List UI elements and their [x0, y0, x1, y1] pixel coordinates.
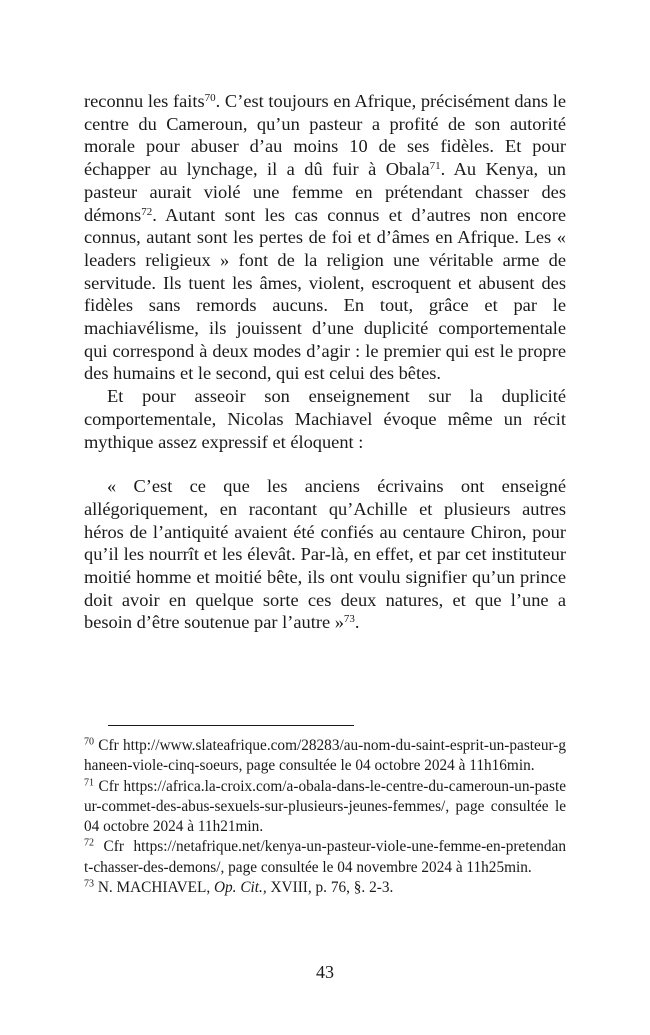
- footnote-ref-70[interactable]: 70: [204, 91, 216, 104]
- page-number: 43: [316, 962, 334, 982]
- footnote-link[interactable]: https://netafrique.net/kenya-un-pasteur-viole-une-femme-en-pretendant-chasser-des-demons/: [84, 838, 566, 876]
- footnote-72: $^{72}$ Cfr https://netafrique.net/kenya-un-pasteur-viole-une-femme-en-pretendant-chasser-des-demons/, page consultée le 04 novembre 2024 à 11h25min.: [84, 837, 566, 876]
- footnote-71: $^{71}$ Cfr https://africa.la-croix.com/a-obala-dans-le-centre-du-cameroun-un-pasteur-commet-des-abus-sexuels-sur-plusieurs-jeunes-femmes/, page consultée le 04 octobre 2024 à 11h21min.: [84, 777, 566, 836]
- paragraph-2: Et pour asseoir son enseignement sur la duplicité comportementale, Nicolas Machiavel évoque même un récit mythique assez expressif et éloquent :: [84, 386, 566, 452]
- footnote-70: $^{70}$ Cfr http://www.slateafrique.com/28283/au-nom-du-saint-esprit-un-pasteur-ghaneen-viole-cinq-soeurs, page consultée le 04 octobre 2024 à 11h16min.: [84, 736, 566, 775]
- block-quote: « C’est ce que les anciens écrivains ont enseigné allégoriquement, en racontant qu’Achille et plusieurs autres héros de l’antiquité avaient été confiés au centaure Chiron, pour qu’il les nourrît et les élevât. Par-là, en effet, et par cet instituteur moitié homme et moitié bête, ils ont voulu signifier qu’un prince doit avoir en quelque sorte ces deux natures, et que l’une a besoin d’être soutenue par l’autre »$^{73}$.: [84, 476, 566, 633]
- footnotes: [84, 736, 566, 898]
- footnote-link[interactable]: https://africa.la-croix.com/a-obala-dans-le-centre-du-cameroun-un-pasteur-commet-des-abus-sexuels-sur-plusieurs-jeunes-femmes/: [84, 777, 566, 815]
- footnote-ref-71[interactable]: 71: [429, 160, 441, 173]
- footnote-ref-73[interactable]: 73: [343, 613, 355, 626]
- spacer: [84, 453, 566, 475]
- footnote-separator: [108, 725, 354, 726]
- paragraph-1: reconnu les faits$^{70}$. C’est toujours en Afrique, précisément dans le centre du Cameroun, qu’un pasteur a profité de son autorité morale pour abuser d’au moins 10 de ses fidèles. Et pour échapper au lynchage, il a dû fuir à Obala$^{71}$. Au Kenya, un pasteur aurait violé une femme en prétendant chasser des démons$^{72}$. Autant sont les cas connus et d’autres non encore connus, autant sont les pertes de foi et d’âmes en Afrique. Les « leaders religieux » font de la religion une véritable arme de servitude. Ils tuent les âmes, violent, escroquent et abusent des fidèles sans remords aucuns. En tout, grâce et par le machiavélisme, ils jouissent d’une duplicité comportementale qui correspond à deux modes d’agir : le premier qui est le propre des humains et le second, qui est celui des bêtes.: [84, 91, 567, 384]
- footnote-link[interactable]: http://www.slateafrique.com/28283/au-nom-du-saint-esprit-un-pasteur-ghaneen-viole-cinq-soeurs: [84, 737, 566, 775]
- footnote-ref-72[interactable]: 72: [141, 205, 153, 218]
- footnote-73: $^{73}$ N. MACHIAVEL, Op. Cit., XVIII, p. 76, §. 2-3.: [84, 878, 394, 897]
- body-text: [84, 90, 566, 634]
